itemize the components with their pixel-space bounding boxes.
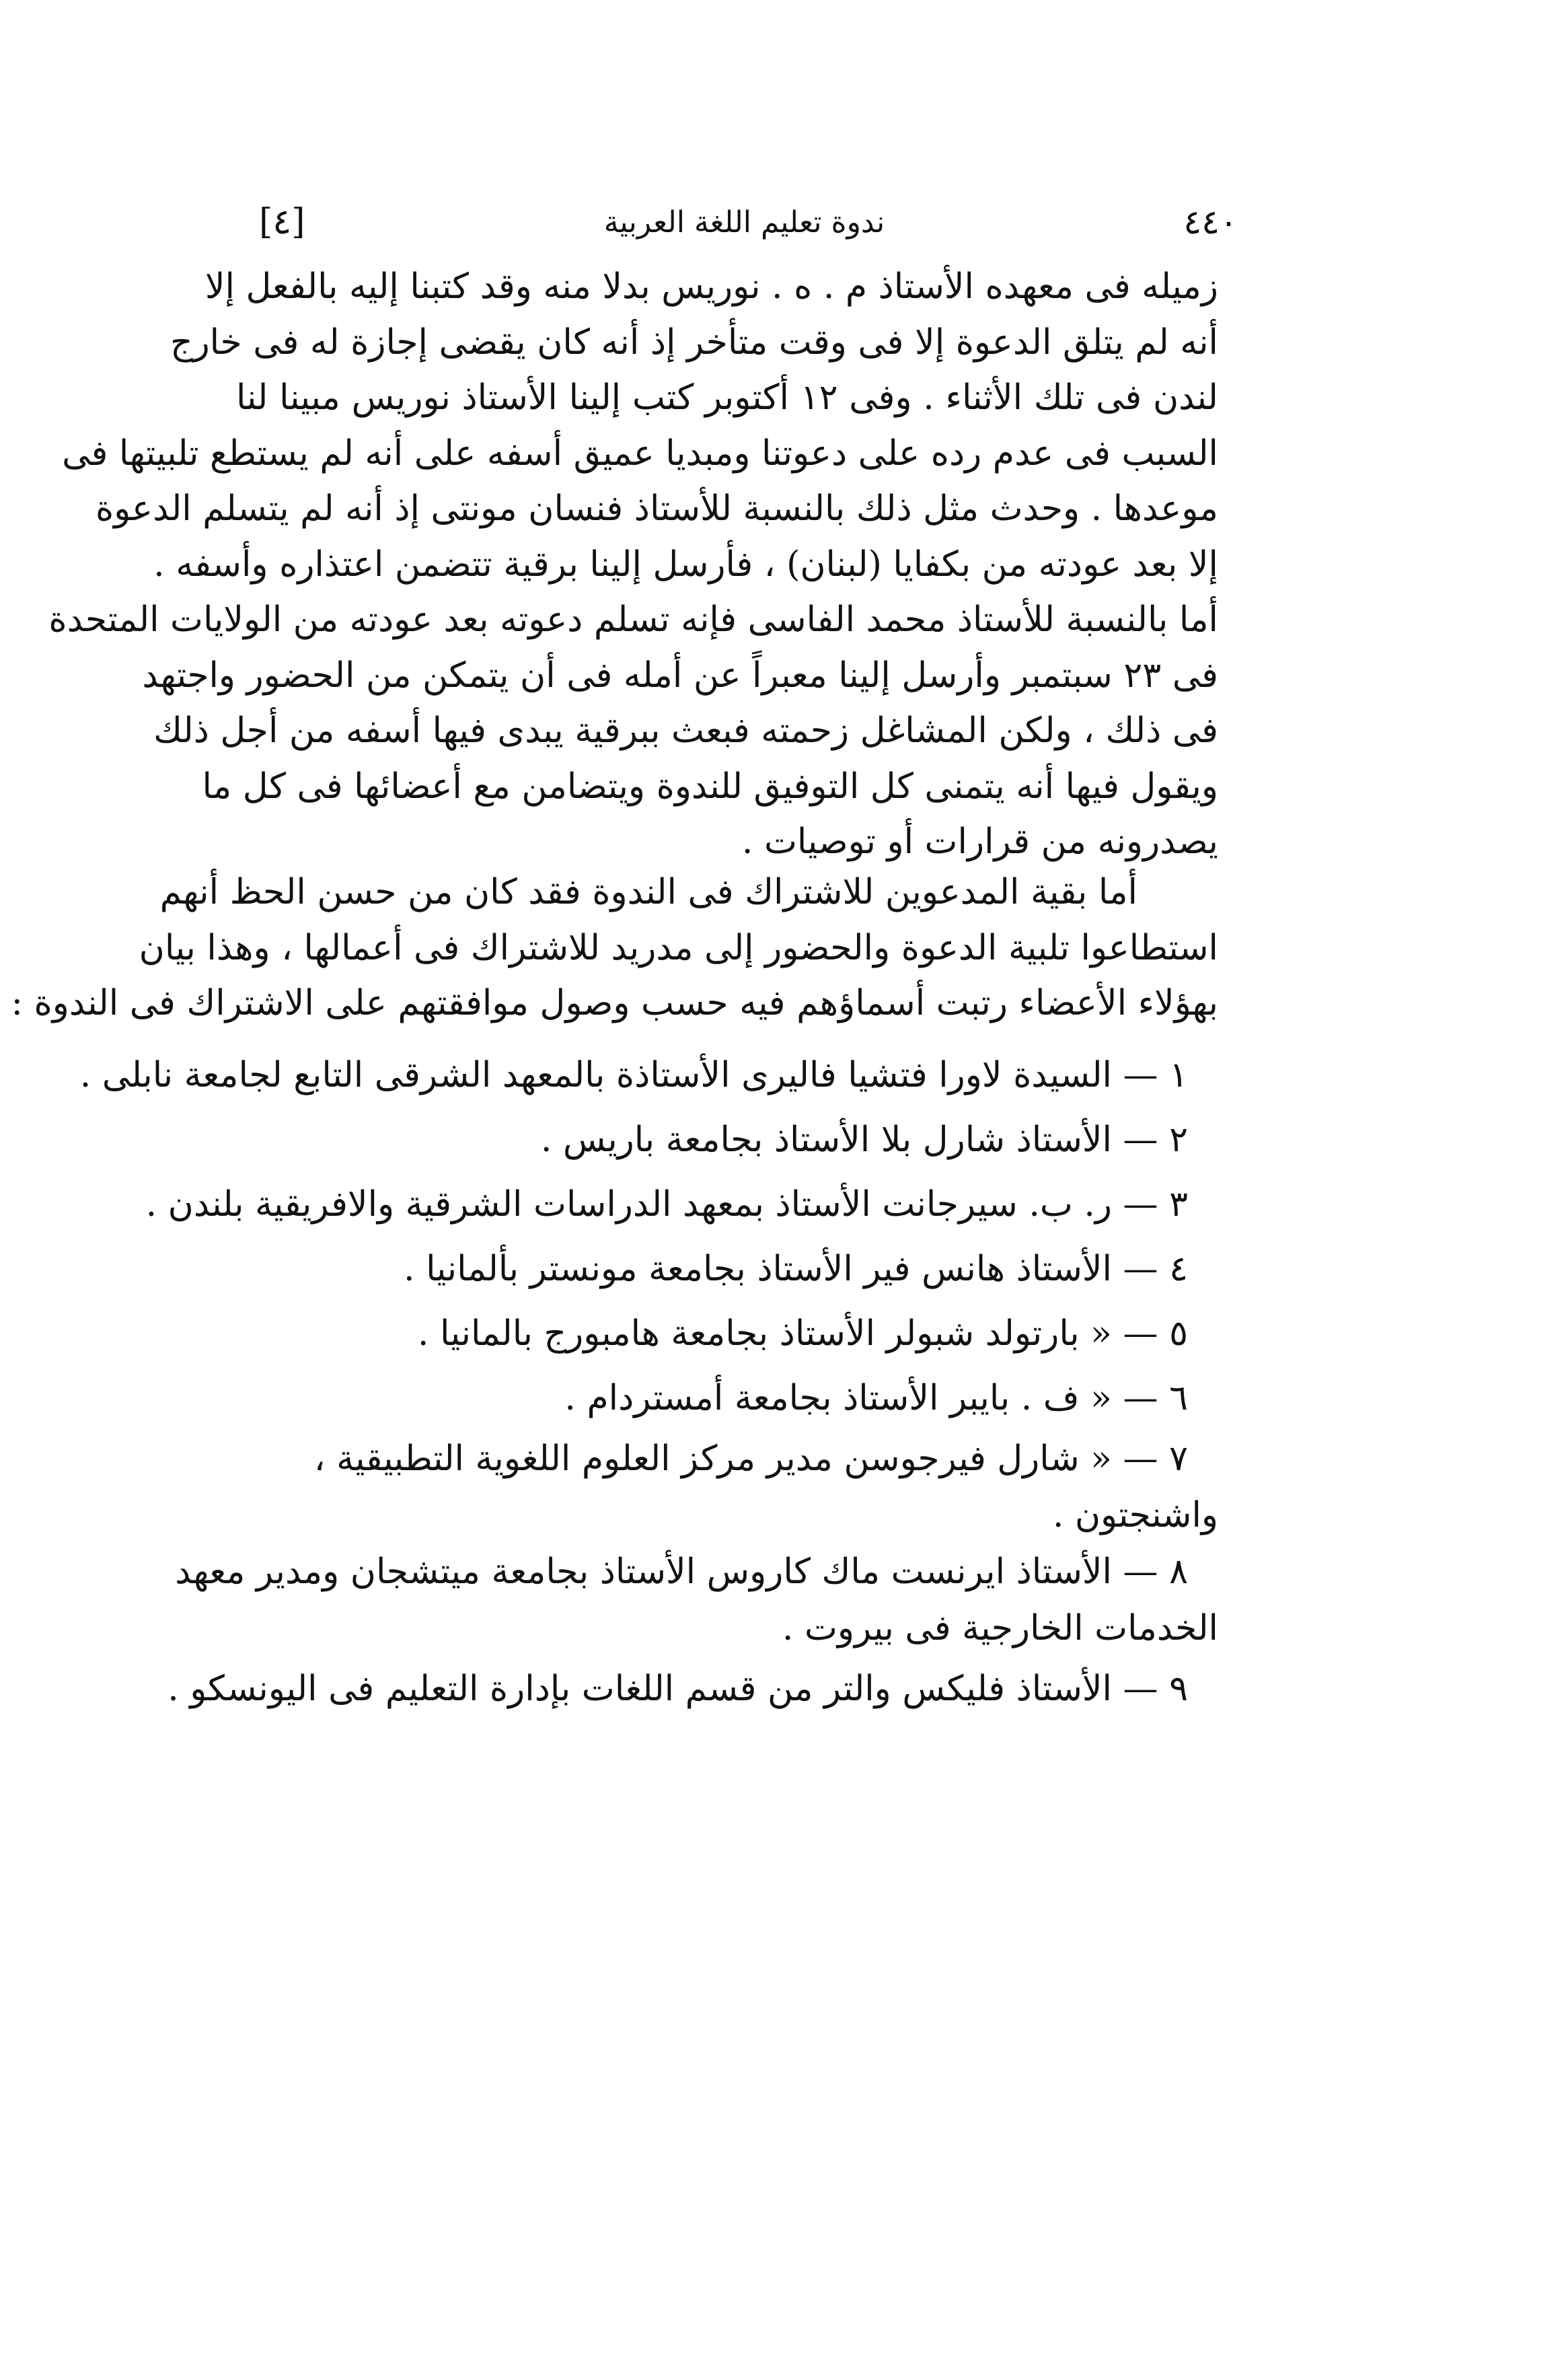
list-item: ٩ — الأستاذ فليكس والتر من قسم اللغات بإدارة التعليم فى اليونسكو . xyxy=(167,1669,1188,1709)
paragraph-2 xyxy=(11,865,1218,1031)
list-item: ٧ — « شارل فيرجوسن مدير مركز العلوم اللغوية التطبيقية ، xyxy=(313,1439,1188,1479)
list-item: ٢ — الأستاذ شارل بلا الأستاذ بجامعة باريس . xyxy=(540,1120,1188,1160)
text-line: يصدرونه من قرارات أو توصيات . xyxy=(741,822,1218,862)
list-item: ٤ — الأستاذ هانس فير الأستاذ بجامعة مونستر بألمانيا . xyxy=(404,1249,1188,1289)
text-line: لندن فى تلك الأثناء . وفى ١٢ أكتوبر كتب إلينا الأستاذ نوريس مبينا لنا xyxy=(236,377,1218,418)
text-line: السبب فى عدم رده على دعوتنا ومبديا عميق أسفه على أنه لم يستطع تلبيتها فى xyxy=(62,433,1218,474)
text-line: بهؤلاء الأعضاء رتبت أسماؤهم فيه حسب وصول موافقتهم على الاشتراك فى الندوة : xyxy=(11,983,1218,1023)
list-item-continuation: واشنجتون . xyxy=(1052,1495,1218,1535)
text-line: أما بالنسبة للأستاذ محمد الفاسى فإنه تسلم دعوته بعد عودته من الولايات المتحدة xyxy=(48,600,1218,640)
text-line: أما بقية المدعوين للاشتراك فى الندوة فقد كان من حسن الحظ أنهم xyxy=(159,872,1137,912)
text-line: زميله فى معهده الأستاذ م . ه . نوريس بدلا منه وقد كتبنا إليه بالفعل إلا xyxy=(204,266,1218,307)
list-item: ٣ — ر. ب. سيرجانت الأستاذ بمعهد الدراسات الشرقية والافريقية بلندن . xyxy=(145,1184,1188,1225)
participants-list xyxy=(79,1043,1218,1721)
list-item-continuation: الخدمات الخارجية فى بيروت . xyxy=(782,1608,1218,1648)
list-item: ١ — السيدة لاورا فتشيا فاليرى الأستاذة بالمعهد الشرقى التابع لجامعة نابلى . xyxy=(79,1055,1188,1095)
paragraph-1 xyxy=(48,259,1218,870)
text-line: أنه لم يتلق الدعوة إلا فى وقت متأخر إذ أنه كان يقضى إجازة له فى خارج xyxy=(170,322,1218,363)
section-number: [٤] xyxy=(259,202,305,242)
running-title: ندوة تعليم اللغة العربية xyxy=(603,205,885,240)
text-line: ويقول فيها أنه يتمنى كل التوفيق للندوة ويتضامن مع أعضائها فى كل ما xyxy=(202,766,1218,807)
text-line: استطاعوا تلبية الدعوة والحضور إلى مدريد للاشتراك فى أعمالها ، وهذا بيان xyxy=(139,927,1218,968)
list-item: ٦ — « ف . بايبر الأستاذ بجامعة أمستردام . xyxy=(564,1378,1188,1418)
text-line: فى ٢٣ سبتمبر وأرسل إلينا معبراً عن أمله فى أن يتمكن من الحضور واجتهد xyxy=(142,655,1218,696)
text-line: إلا بعد عودته من بكفايا (لبنان) ، فأرسل إلينا برقية تتضمن اعتذاره وأسفه . xyxy=(153,544,1218,585)
list-item: ٨ — الأستاذ ايرنست ماك كاروس الأستاذ بجامعة ميتشجان ومدير معهد xyxy=(175,1552,1188,1592)
text-line: فى ذلك ، ولكن المشاغل زحمته فبعث ببرقية يبدى فيها أسفه من أجل ذلك xyxy=(153,711,1218,751)
text-line: موعدها . وحدث مثل ذلك بالنسبة للأستاذ فنسان مونتى إذ أنه لم يتسلم الدعوة xyxy=(95,488,1218,529)
page-number: ٤٤٠ xyxy=(1183,203,1238,242)
page-header xyxy=(259,195,1238,249)
list-item: ٥ — « بارتولد شبولر الأستاذ بجامعة هامبورج بالمانيا . xyxy=(417,1313,1188,1354)
